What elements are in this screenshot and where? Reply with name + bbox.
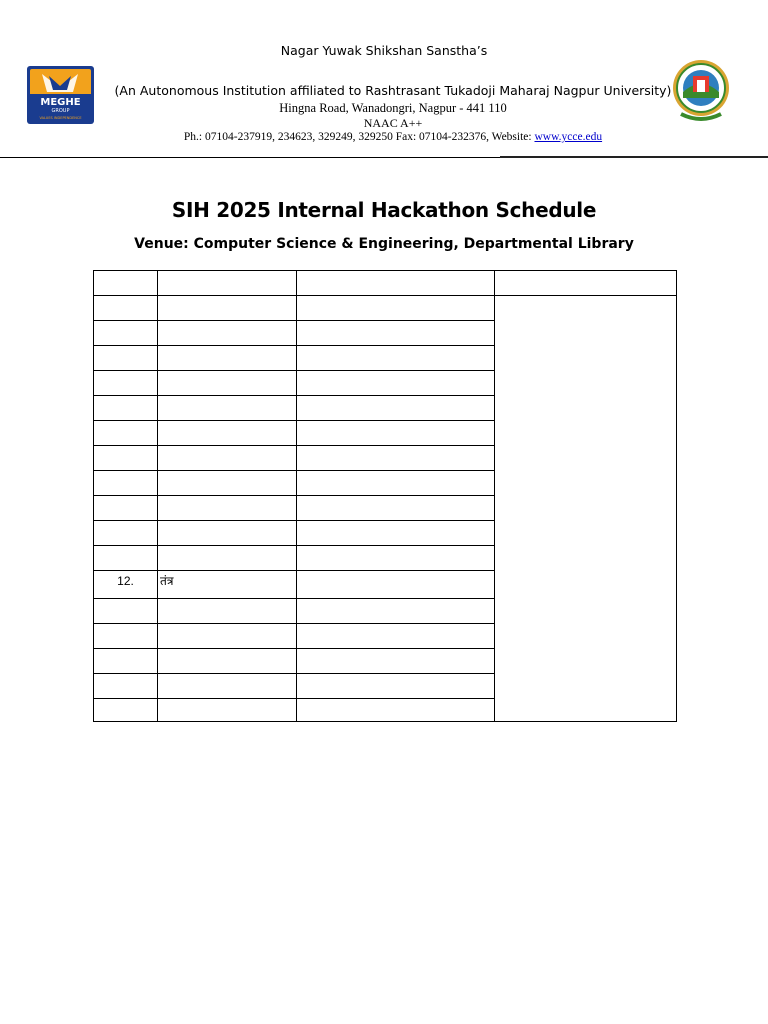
serial-cell — [94, 571, 158, 599]
serial-cell — [94, 321, 158, 346]
serial-cell — [94, 471, 158, 496]
serial-cell — [94, 296, 158, 321]
cell-col2-text — [158, 381, 160, 382]
schedule-table — [93, 270, 677, 722]
svg-text:VALUES INDEPENDENCE: VALUES INDEPENDENCE — [39, 116, 82, 120]
cell-col2-text — [158, 709, 160, 710]
cell-col2 — [158, 699, 297, 722]
cell-col3 — [297, 421, 495, 446]
serial-cell — [94, 546, 158, 571]
cell-col2-text — [158, 306, 160, 307]
cell-col2 — [158, 471, 297, 496]
cell-col2-text — [158, 609, 160, 610]
cell-col2 — [158, 599, 297, 624]
table-header-cell — [495, 271, 677, 296]
cell-col2 — [158, 649, 297, 674]
cell-col2 — [158, 321, 297, 346]
cell-col2-text — [158, 431, 160, 432]
cell-col2-text — [158, 684, 160, 685]
cell-col2 — [158, 396, 297, 421]
org-name: Nagar Yuwak Shikshan Sanstha’s — [280, 43, 488, 58]
cell-col2-text — [158, 659, 160, 660]
address-text: Hingna Road, Wanadongri, Nagpur - 441 110 — [279, 101, 507, 115]
serial-cell — [94, 649, 158, 674]
merged-cell-col4 — [495, 296, 677, 722]
serial-cell — [94, 346, 158, 371]
svg-text:GROUP: GROUP — [51, 108, 70, 114]
cell-col3 — [297, 674, 495, 699]
venue-subtitle: Venue: Computer Science & Engineering, Departmental Library — [134, 236, 634, 252]
table-row — [94, 296, 677, 321]
cell-col2-text — [158, 556, 160, 557]
serial-cell — [94, 624, 158, 649]
table-header-cell — [94, 271, 158, 296]
serial-cell — [94, 599, 158, 624]
cell-col2-text — [158, 531, 160, 532]
table-header-row — [94, 271, 677, 296]
cell-col3 — [297, 471, 495, 496]
meghe-group-logo — [27, 66, 94, 124]
cell-col3 — [297, 296, 495, 321]
cell-col3 — [297, 346, 495, 371]
cell-col2 — [158, 624, 297, 649]
cell-col2 — [158, 571, 297, 599]
serial-cell — [94, 421, 158, 446]
cell-col3 — [297, 599, 495, 624]
cell-col2 — [158, 371, 297, 396]
cell-col3 — [297, 371, 495, 396]
serial-cell — [94, 396, 158, 421]
cell-col2 — [158, 296, 297, 321]
cell-col2 — [158, 521, 297, 546]
contact-line — [95, 131, 691, 143]
cell-col2 — [158, 421, 297, 446]
cell-col3 — [297, 521, 495, 546]
serial-cell — [94, 496, 158, 521]
cell-col2-text: तंत्र — [160, 574, 174, 588]
cell-col3 — [297, 446, 495, 471]
serial-cell — [94, 699, 158, 722]
cell-col3 — [297, 321, 495, 346]
cell-col2 — [158, 446, 297, 471]
cell-col2-text — [158, 506, 160, 507]
cell-col2 — [158, 496, 297, 521]
cell-col2-text — [158, 356, 160, 357]
accreditation-text: NAAC A++ — [363, 116, 423, 130]
serial-cell — [94, 521, 158, 546]
cell-col2-text — [158, 634, 160, 635]
cell-col2-text — [158, 331, 160, 332]
cell-col3 — [297, 624, 495, 649]
cell-col2-text — [158, 481, 160, 482]
serial-cell — [94, 371, 158, 396]
svg-text:MEGHE: MEGHE — [40, 97, 81, 108]
serial-cell — [94, 674, 158, 699]
cell-col2 — [158, 546, 297, 571]
cell-col3 — [297, 496, 495, 521]
contact-details: Ph.: 07104-237919, 234623, 329249, 329250 Fax: 07104-232376, Website: — [183, 131, 535, 143]
page-title: SIH 2025 Internal Hackathon Schedule — [171, 198, 597, 222]
table-header-cell — [158, 271, 297, 296]
cell-col3 — [297, 546, 495, 571]
cell-col3 — [297, 649, 495, 674]
cell-col2 — [158, 346, 297, 371]
cell-col2-text — [158, 406, 160, 407]
serial-number: 12. — [117, 574, 134, 588]
cell-col2-text — [158, 456, 160, 457]
table-header-cell — [297, 271, 495, 296]
cell-col3 — [297, 699, 495, 722]
cell-col3 — [297, 571, 495, 599]
cell-col3 — [297, 396, 495, 421]
website-link[interactable]: www.ycce.edu — [534, 131, 603, 143]
serial-cell — [94, 446, 158, 471]
cell-col2 — [158, 674, 297, 699]
affiliation-text: (An Autonomous Institution affiliated to Rashtrasant Tukadoji Maharaj Nagpur University) — [114, 83, 672, 98]
